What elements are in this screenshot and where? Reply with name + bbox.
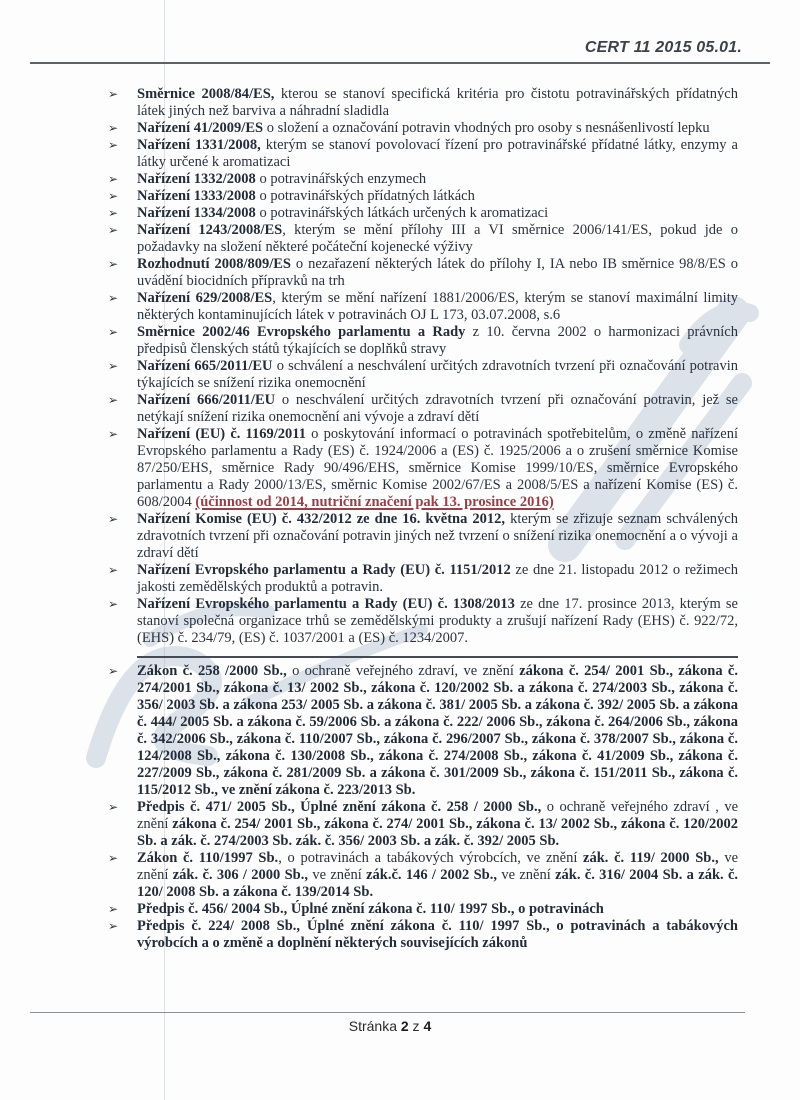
text-segment: Předpis č. 456/ 2004 Sb., Úplné znění zákona č. 110/ 1997 Sb., o potravinách [137,901,604,917]
text-segment: z [408,1018,424,1034]
list-item [108,799,738,850]
text-segment: (účinnost od 2014, nutriční značení pak 13. prosince 2016) [195,494,554,510]
text-segment: o potravinářských látkách určených k aromatizaci [255,205,549,221]
text-segment: zákona č. 254/ 2001 Sb., zákona č. 274/ 2001 Sb., zákona č. 13/ 2002 Sb., zákona č. 120/2002 Sb. a zák. č. 274/2003 Sb. zák. č. 356/ 2003 Sb. a zák. č. 392/ 2005 Sb. [137,816,738,849]
arrow-bullet-icon: ➢ [108,919,119,933]
text-segment: Nařízení Evropského parlamentu a Rady (EU) č. 1308/2013 [137,596,515,612]
list-item [108,120,738,137]
text-segment: Nařízení 1334/2008 [137,205,256,221]
list-item [108,596,738,647]
text-segment: kterou se stanoví specifická kritéria pro čistotu potravinářských přídatných látek jiných než barviva a náhradní sladidla [137,86,738,119]
text-segment: Nařízení Komise (EU) č. 432/2012 ze dne 16. května 2012, [137,511,506,527]
text-segment: ve znění [307,867,367,883]
text-segment: Rozhodnutí 2008/809/ES [137,256,291,272]
text-segment: , kterým se mění přílohy III a VI směrnice 2006/141/ES, pokud jde o požadavky na složení některé počáteční kojenecké výživy [137,222,738,255]
text-segment: Nařízení 1243/2008/ES [137,222,283,238]
text-segment: 4 [423,1018,432,1034]
list-item [108,188,738,205]
list-item [108,222,738,256]
list-item [108,562,738,596]
text-segment: Nařízení 1333/2008 [137,188,256,204]
text-segment: o poskytování informací o potravinách spotřebitelům, o změně nařízení Evropského parlamentu a Rady (ES) č. 1924/2006 a (ES) č. 1925/2006 a o zrušení směrnice Komise 87/250/EHS, směrnice Rady 90/496/EHS, směrnice Komise 1999/10/ES, směrnice Evropského parlamentu a Rady 2000/13/ES, směrnic Komise 2002/67/ES a 2008/5/ES a nařízení Komise (ES) č. 608/2004 [137,426,738,510]
text-segment: kterým se zřizuje seznam schválených zdravotních tvrzení při označování potravin jiných než tvrzení o snížení rizika onemocnění a o vývoji a zdraví dětí [137,511,738,561]
text-segment: o nezařazení některých látek do přílohy I, IA nebo IB směrnice 98/8/ES o uvádění biocidních přípravků na trh [137,256,738,289]
arrow-bullet-icon: ➢ [108,427,119,441]
list-item [108,205,738,222]
text-segment: Nařízení (EU) č. 1169/2011 [137,426,306,442]
arrow-bullet-icon: ➢ [108,664,119,678]
list-item [108,850,738,901]
text-segment: Nařízení 666/2011/EU [137,392,276,408]
text-segment: zák. č. 316/ 2004 Sb. a zák. č. 120/ 2008 Sb. a zákona č. 139/2014 Sb. [137,867,739,900]
document-body [108,86,738,952]
list-item [108,137,738,171]
list-item [108,901,738,918]
text-segment: zák. č. 119/ 2000 Sb., [583,850,719,866]
text-segment: o neschválení určitých zdravotních tvrzení při označování potravin, jež se netýkají snížení rizika onemocnění ani vývoje a zdraví dětí [137,392,738,425]
document-code: CERT 11 2015 05.01. [584,39,742,56]
text-segment: ve znění [496,867,556,883]
national-legislation-list [108,663,738,952]
arrow-bullet-icon: ➢ [108,800,119,814]
text-segment: Předpis č. 224/ 2008 Sb., Úplné znění zákona č. 110/ 1997 Sb., o potravinách a tabákových výrobcích a o změně a doplnění některých souvisejících zákonů [137,918,738,951]
list-item [108,392,738,426]
text-segment: Zákon č. 258 /2000 Sb., [137,663,287,679]
arrow-bullet-icon: ➢ [108,138,119,152]
text-segment: Směrnice 2008/84/ES, [137,86,275,102]
page-number [0,1018,780,1034]
text-segment: ze dne 17. prosince 2013, kterým se stanoví společná organizace trhů se zemědělskými produkty a zrušují nařízení Rady (EHS) č. 922/72, (EHS) č. 234/79, (ES) č. 1037/2001 a (ES) č. 1234/2007. [137,596,738,646]
text-segment: Nařízení 1332/2008 [137,171,256,187]
arrow-bullet-icon: ➢ [108,87,119,101]
text-segment: kterým se stanoví povolovací řízení pro potravinářské přídatné látky, enzymy a látky určené k aromatizaci [137,137,738,170]
arrow-bullet-icon: ➢ [108,393,119,407]
text-segment: ve znění [137,850,739,883]
text-segment: , kterým se mění nařízení 1881/2006/ES, kterým se stanoví maximální limity některých kontaminujících látek v potravinách OJ L 173, 03.07.2008, s.6 [137,290,738,323]
text-segment: o schválení a neschválení určitých zdravotních tvrzení při označování potravin týkajících se snížení rizika onemocnění [137,358,738,391]
list-item [108,256,738,290]
list-item [108,511,738,562]
text-segment: , o potravinách a tabákových výrobcích, ve znění [278,850,584,866]
list-item [108,290,738,324]
section-separator [137,656,738,658]
list-item [108,324,738,358]
arrow-bullet-icon: ➢ [108,189,119,203]
arrow-bullet-icon: ➢ [108,902,119,916]
arrow-bullet-icon: ➢ [108,563,119,577]
text-segment: o potravinářských přídatných látkách [255,188,475,204]
footer-rule [30,1012,745,1013]
arrow-bullet-icon: ➢ [108,291,119,305]
text-segment: Nařízení 1331/2008, [137,137,261,153]
header-rule [30,62,770,64]
text-segment: z 10. června 2002 o harmonizaci právních předpisů členských států týkajících se doplňků stravy [137,324,738,357]
text-segment: o ochraně veřejného zdraví, ve znění [286,663,520,679]
text-segment: o potravinářských enzymech [255,171,427,187]
text-segment: zák.č. 146 / 2002 Sb., [366,867,497,883]
arrow-bullet-icon: ➢ [108,223,119,237]
arrow-bullet-icon: ➢ [108,325,119,339]
text-segment: Předpis č. 471/ 2005 Sb., Úplné znění zákona č. 258 / 2000 Sb., [137,799,542,815]
text-segment: Nařízení 41/2009/ES [137,120,264,136]
list-item [108,171,738,188]
arrow-bullet-icon: ➢ [108,257,119,271]
text-segment: Stránka [348,1018,401,1034]
arrow-bullet-icon: ➢ [108,172,119,186]
text-segment: ze dne 21. listopadu 2012 o režimech jakosti zemědělských produktů a potravin. [137,562,738,595]
arrow-bullet-icon: ➢ [108,512,119,526]
text-segment: Zákon č. 110/1997 Sb. [137,850,279,866]
eu-legislation-list [108,86,738,647]
list-item [108,918,738,952]
text-segment: Směrnice 2002/46 Evropského parlamentu a Rady [137,324,466,340]
arrow-bullet-icon: ➢ [108,597,119,611]
list-item [108,86,738,120]
text-segment: Nařízení 665/2011/EU [137,358,273,374]
text-segment: 2 [400,1018,409,1034]
text-segment: o složení a označování potravin vhodných pro osoby s nesnášenlivostí lepku [263,120,710,136]
list-item [108,358,738,392]
arrow-bullet-icon: ➢ [108,121,119,135]
arrow-bullet-icon: ➢ [108,206,119,220]
text-segment: zák. č. 306 / 2000 Sb., [172,867,308,883]
arrow-bullet-icon: ➢ [108,851,119,865]
arrow-bullet-icon: ➢ [108,359,119,373]
text-segment: Nařízení Evropského parlamentu a Rady (EU) č. 1151/2012 [137,562,511,578]
list-item [108,426,738,511]
text-segment: Nařízení 629/2008/ES [137,290,273,306]
text-segment: o ochraně veřejného zdraví , ve znění [137,799,739,832]
text-segment: zákona č. 254/ 2001 Sb., zákona č. 274/2001 Sb., zákona č. 13/ 2002 Sb., zákona č. 120/2002 Sb. a zákona č. 274/2003 Sb., zákona č. 356/ 2003 Sb. a zákona 253/ 2005 Sb. a zákona č. 381/ 2005 Sb. a zákona č. 392/ 2005 Sb. a zákona č. 444/ 2005 Sb. a zákona č. 59/2006 Sb. a zákona č. 222/ 2006 Sb., zákona č. 264/2006 Sb., zákona č. 342/2006 Sb., zákona č. 110/2007 Sb., zákona č. 296/2007 Sb., zákona č. 378/2007 Sb., zákona č. 124/2008 Sb., zákona č. 130/2008 Sb., zákona č. 274/2008 Sb., zákona č. 41/2009 Sb., zákona č. 227/2009 Sb., zákona č. 281/2009 Sb. a zákona č. 301/2009 Sb., zákona č. 151/2011 Sb., zákona č. 115/2012 Sb., ve znění zákona č. 223/2013 Sb. [137,663,738,798]
list-item [108,663,738,799]
